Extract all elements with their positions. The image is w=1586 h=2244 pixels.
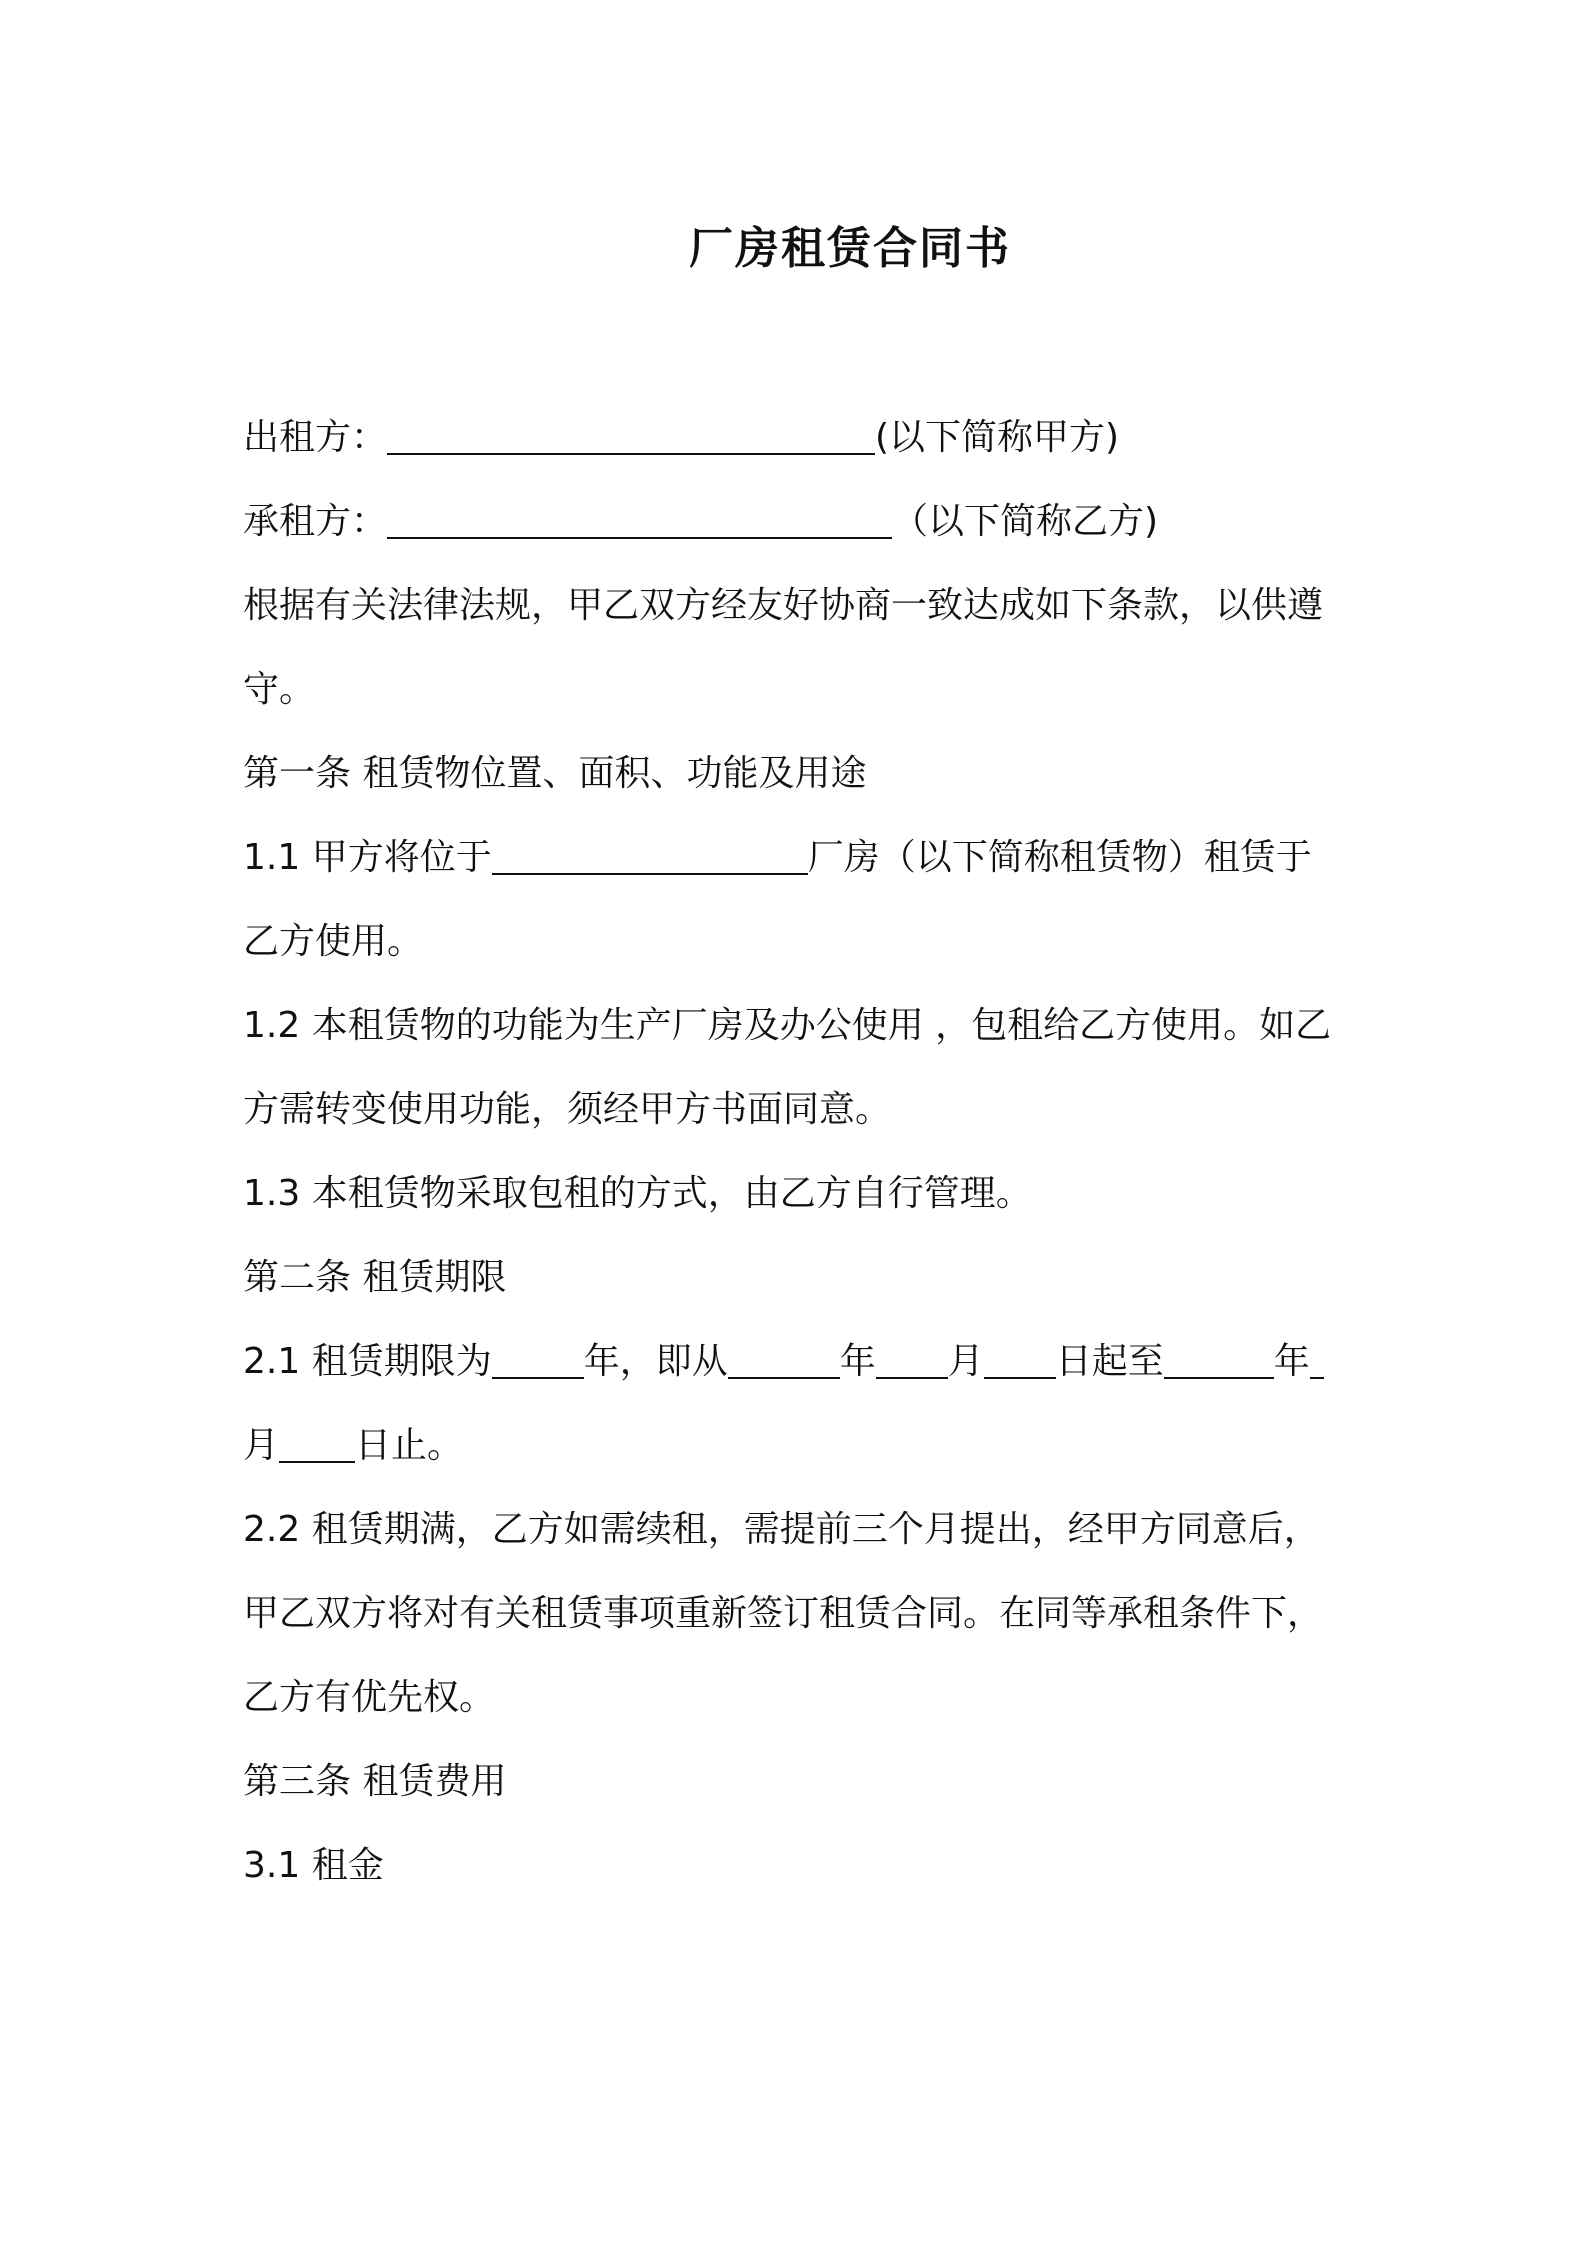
article-3-heading: 第三条 租赁费用 bbox=[243, 1761, 507, 1802]
lessor-line bbox=[243, 414, 1119, 462]
clause-3-1: 3.1 租金 bbox=[243, 1845, 384, 1886]
property-location-blank[interactable] bbox=[492, 835, 808, 875]
clause-2-1-line-2 bbox=[243, 1422, 463, 1470]
clause-1-3: 1.3 本租赁物采取包租的方式，由乙方自行管理。 bbox=[243, 1173, 1032, 1214]
lessor-label: 出租方： bbox=[243, 417, 388, 458]
lease-term-years-blank[interactable] bbox=[492, 1339, 584, 1379]
lessor-suffix: (以下简称甲方) bbox=[875, 417, 1120, 458]
lessor-name-blank[interactable] bbox=[387, 415, 875, 455]
intro-line-1: 根据有关法律法规，甲乙双方经友好协商一致达成如下条款，以供遵 bbox=[243, 585, 1324, 626]
clause-1-1-suffix: 厂房（以下简称租赁物）租赁于 bbox=[807, 837, 1312, 878]
clause-2-1-text-d: 月 bbox=[947, 1341, 984, 1382]
clause-2-1-text-f: 年 bbox=[1273, 1341, 1310, 1382]
article-1-heading: 第一条 租赁物位置、面积、功能及用途 bbox=[243, 753, 867, 794]
start-day-blank[interactable] bbox=[984, 1339, 1056, 1379]
clause-2-1-text-c: 年 bbox=[839, 1341, 876, 1382]
clause-2-1-text-e: 日起至 bbox=[1055, 1341, 1164, 1382]
lessee-line bbox=[243, 498, 1158, 546]
clause-1-1-line-2: 乙方使用。 bbox=[243, 921, 424, 962]
clause-2-1-text-h: 日止。 bbox=[355, 1425, 464, 1466]
clause-2-2-line-3: 乙方有优先权。 bbox=[243, 1677, 496, 1718]
intro-line-2: 守。 bbox=[243, 669, 316, 710]
start-month-blank[interactable] bbox=[876, 1339, 948, 1379]
clause-2-2-line-2: 甲乙双方将对有关租赁事项重新签订租赁合同。在同等承租条件下， bbox=[243, 1593, 1324, 1634]
lessee-label: 承租方： bbox=[243, 501, 388, 542]
start-year-blank[interactable] bbox=[728, 1339, 840, 1379]
clause-2-1-text-g: 月 bbox=[243, 1425, 280, 1466]
clause-2-2-line-1: 2.2 租赁期满，乙方如需续租，需提前三个月提出，经甲方同意后， bbox=[243, 1509, 1320, 1550]
end-day-blank[interactable] bbox=[279, 1423, 355, 1463]
lessee-name-blank[interactable] bbox=[387, 499, 892, 539]
clause-2-1-text-b: 年，即从 bbox=[583, 1341, 728, 1382]
clause-1-1-prefix: 1.1 甲方将位于 bbox=[243, 837, 492, 878]
clause-2-1-line-1 bbox=[243, 1338, 1324, 1386]
article-2-heading: 第二条 租赁期限 bbox=[243, 1257, 507, 1298]
clause-1-1-line-1 bbox=[243, 834, 1312, 882]
clause-2-1-text-a: 2.1 租赁期限为 bbox=[243, 1341, 492, 1382]
clause-1-2-line-1: 1.2 本租赁物的功能为生产厂房及办公使用 ，包租给乙方使用。如乙 bbox=[243, 1005, 1332, 1046]
document-title: 厂房租赁合同书 bbox=[689, 223, 1011, 274]
clause-1-2-line-2: 方需转变使用功能，须经甲方书面同意。 bbox=[243, 1089, 892, 1130]
end-month-blank-start[interactable] bbox=[1310, 1339, 1324, 1379]
end-year-blank[interactable] bbox=[1164, 1339, 1274, 1379]
lessee-suffix: （以下简称乙方) bbox=[892, 501, 1159, 542]
